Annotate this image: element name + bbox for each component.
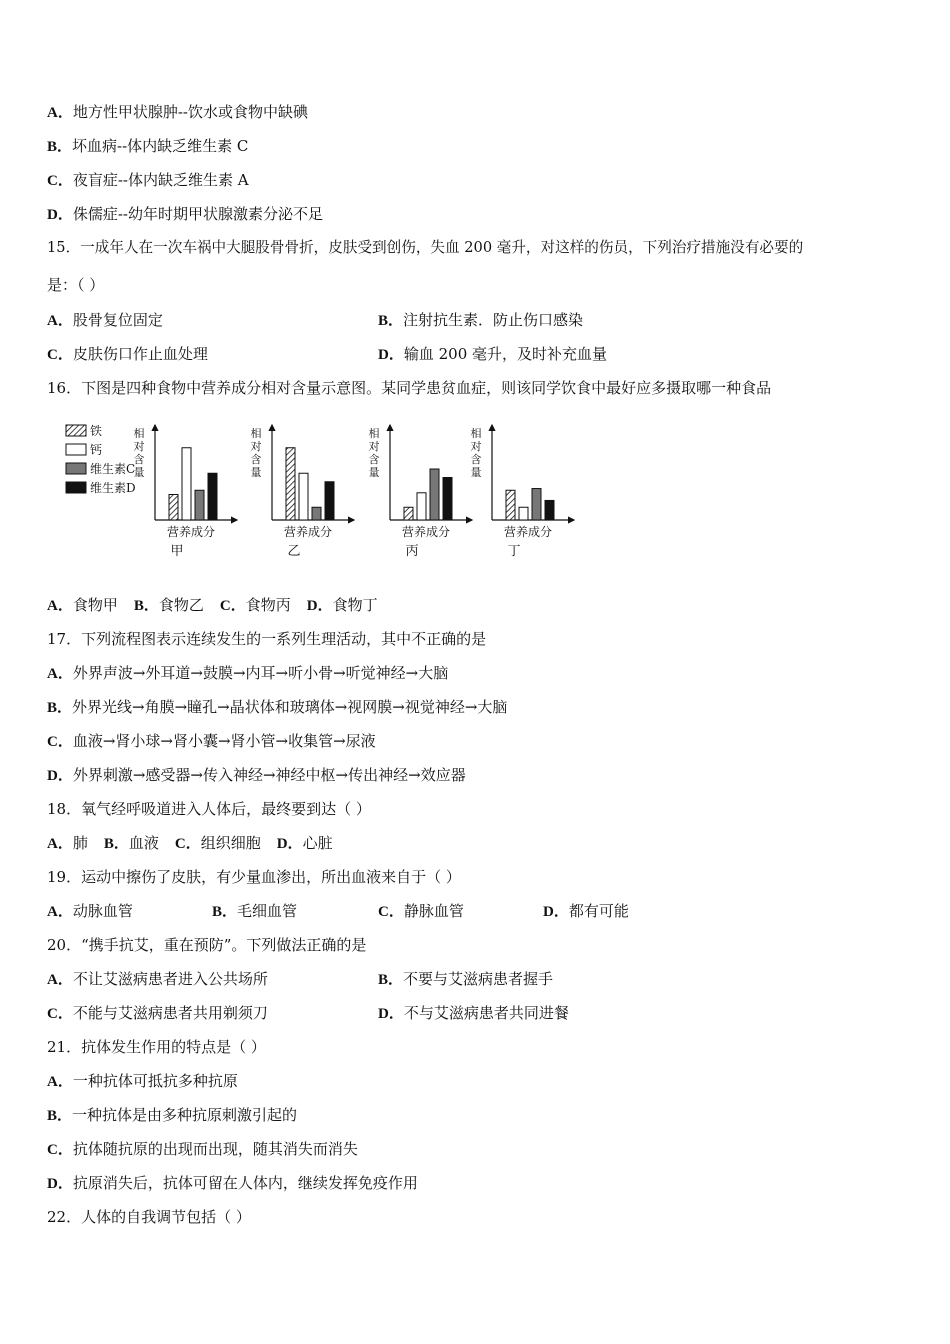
option-text: 不让艾滋病患者进入公共场所 <box>72 970 268 988</box>
bar-维生素D <box>325 482 334 520</box>
option-label: D． <box>543 904 569 920</box>
option-text: 不要与艾滋病患者握手 <box>403 970 554 988</box>
xlabel: 营养成分 <box>283 525 333 539</box>
option-label: D． <box>47 768 73 784</box>
q19-option-b <box>212 901 297 922</box>
option-label: C． <box>219 598 246 614</box>
option-label: A． <box>47 313 73 329</box>
q21-option-c <box>47 1139 358 1160</box>
option-label: B． <box>47 139 73 155</box>
q16-chart-svg <box>60 415 600 565</box>
q20-option-d <box>378 1003 569 1024</box>
option-text: 食物丙 <box>245 596 291 614</box>
q16-charts <box>60 415 600 565</box>
q15-option-a <box>47 311 163 329</box>
ylabel-char: 含 <box>470 453 482 466</box>
option-text: 食物乙 <box>158 596 204 614</box>
q15-option-c <box>47 344 208 365</box>
q19-option-a <box>47 901 133 922</box>
bar-铁 <box>506 490 515 520</box>
q16-options <box>47 595 394 616</box>
option-text: 心脏 <box>302 834 333 852</box>
xlabel: 营养成分 <box>166 525 216 539</box>
q14-option-c <box>47 170 249 191</box>
option-text: 抗原消失后，抗体可留在人体内，继续发挥免疫作用 <box>72 1174 418 1192</box>
option-text: 外界刺激→感受器→传入神经→神经中枢→传出神经→效应器 <box>72 766 466 784</box>
option-label: C． <box>47 173 73 189</box>
bar-铁 <box>286 448 295 520</box>
q21-option-b <box>47 1105 297 1126</box>
option-text: 不与艾滋病患者共同进餐 <box>403 1004 569 1022</box>
option-label: D． <box>47 207 73 223</box>
option-text: 血液 <box>128 834 159 852</box>
option-label: A． <box>47 666 73 682</box>
legend-swatch-1 <box>66 444 86 455</box>
q18-option-c <box>175 833 261 854</box>
legend-label-3: 维生素D <box>90 481 136 495</box>
bar-维生素C <box>312 507 321 520</box>
q21-option-d <box>47 1173 418 1194</box>
chart-title: 甲 <box>170 544 184 559</box>
ylabel-char: 量 <box>470 466 482 479</box>
option-label: B． <box>47 700 73 716</box>
option-text: 侏儒症--幼年时期甲状腺激素分泌不足 <box>72 205 323 223</box>
option-label: C． <box>47 734 73 750</box>
legend-label-1: 钙 <box>90 443 103 457</box>
ylabel-char: 对 <box>250 440 262 453</box>
chart-panel-2 <box>369 425 473 559</box>
bar-钙 <box>519 507 528 520</box>
q15-stem-line1: 15．一成年人在一次车祸中大腿股骨骨折，皮肤受到创伤，失血 200 毫升，对这样的伤员，下列治疗措施没有必要的 <box>47 239 804 256</box>
ylabel-char: 相 <box>470 427 482 440</box>
option-text: 皮肤伤口作止血处理 <box>72 345 208 363</box>
q17-option-c <box>47 731 376 752</box>
q20-stem: 20．“携手抗艾，重在预防”。下列做法正确的是 <box>47 936 367 954</box>
legend-swatch-2 <box>66 463 86 474</box>
q17-option-a <box>47 663 448 684</box>
option-text: 组织细胞 <box>200 834 261 852</box>
option-label: C． <box>378 904 404 920</box>
option-label: C． <box>174 836 201 852</box>
ylabel-char: 量 <box>368 466 380 479</box>
ylabel-char: 对 <box>133 440 145 453</box>
ylabel-char: 含 <box>133 453 145 466</box>
chart-panel-3 <box>471 425 575 559</box>
legend-label-2: 维生素C <box>90 462 136 476</box>
ylabel-char: 相 <box>133 427 145 440</box>
option-label: D． <box>276 836 303 852</box>
chart-panel-1 <box>251 425 355 559</box>
ylabel-char: 量 <box>250 466 262 479</box>
option-text: 食物丁 <box>332 596 378 614</box>
option-text: 股骨复位固定 <box>72 311 163 329</box>
q16-stem: 16．下图是四种食物中营养成分相对含量示意图。某同学患贫血症，则该同学饮食中最好应多摄取哪一种食品 <box>47 379 772 397</box>
chart-legend <box>66 423 136 495</box>
q18-option-b <box>104 833 159 854</box>
chart-panels <box>134 425 575 559</box>
option-text: 不能与艾滋病患者共用剃须刀 <box>72 1004 268 1022</box>
ylabel-char: 含 <box>250 453 262 466</box>
option-text: 注射抗生素．防止伤口感染 <box>403 311 584 329</box>
bar-钙 <box>299 473 308 520</box>
q18-option-d <box>277 833 333 854</box>
option-text: 都有可能 <box>568 902 629 920</box>
q20-option-c <box>47 1003 268 1024</box>
bar-维生素D <box>443 478 452 521</box>
option-text: 动脉血管 <box>72 902 133 920</box>
q22-stem: 22．人体的自我调节包括（ ） <box>47 1208 251 1226</box>
ylabel-char: 相 <box>368 427 380 440</box>
q18-options <box>47 833 349 854</box>
option-text: 食物甲 <box>72 596 118 614</box>
option-text: 毛细血管 <box>237 902 298 920</box>
ylabel-char: 量 <box>133 466 145 479</box>
chart-title: 乙 <box>287 544 301 559</box>
option-text: 输血 200 毫升，及时补充血量 <box>403 345 608 363</box>
bar-钙 <box>182 448 191 520</box>
option-text: 坏血病--体内缺乏维生素 C <box>72 137 249 155</box>
bar-维生素D <box>545 500 554 520</box>
option-label: C． <box>47 1142 73 1158</box>
option-text: 外界光线→角膜→瞳孔→晶状体和玻璃体→视网膜→视觉神经→大脑 <box>72 698 508 716</box>
q16-option-a <box>47 595 118 616</box>
option-text: 夜盲症--体内缺乏维生素 A <box>72 171 249 189</box>
q18-option-a <box>47 833 88 854</box>
bar-铁 <box>404 507 413 520</box>
q17-stem: 17．下列流程图表示连续发生的一系列生理活动，其中不正确的是 <box>47 630 487 648</box>
q20-option-a <box>47 969 268 990</box>
option-label: A． <box>47 105 73 121</box>
chart-title: 丙 <box>405 544 419 559</box>
option-label: A． <box>47 904 73 920</box>
option-label: A． <box>47 1074 73 1090</box>
option-label: B． <box>133 598 159 614</box>
bar-维生素C <box>532 489 541 520</box>
q15-option-b <box>378 310 583 331</box>
q16-option-d <box>307 595 378 616</box>
option-label: C． <box>47 347 73 363</box>
q14-option-a <box>47 102 308 123</box>
q21-stem: 21．抗体发生作用的特点是（ ） <box>47 1038 266 1056</box>
xlabel: 营养成分 <box>503 525 553 539</box>
option-label: D． <box>306 598 333 614</box>
option-label: C． <box>47 1006 73 1022</box>
q15-option-d <box>378 344 607 365</box>
q20-option-b <box>378 969 553 990</box>
option-text: 抗体随抗原的出现而出现，随其消失而消失 <box>72 1140 358 1158</box>
option-label: A． <box>47 972 73 988</box>
option-label: D． <box>378 1006 404 1022</box>
bar-维生素C <box>430 469 439 520</box>
q16-option-b <box>134 595 204 616</box>
bar-铁 <box>169 495 178 521</box>
option-label: B． <box>103 836 129 852</box>
option-text: 一种抗体是由多种抗原刺激引起的 <box>72 1106 298 1124</box>
option-text: 外界声波→外耳道→鼓膜→内耳→听小骨→听觉神经→大脑 <box>72 664 449 682</box>
xlabel: 营养成分 <box>401 525 451 539</box>
q17-option-b <box>47 697 507 718</box>
q16-option-c <box>220 595 291 616</box>
legend-swatch-3 <box>66 482 86 493</box>
q17-option-d <box>47 765 466 786</box>
legend-swatch-0 <box>66 425 86 436</box>
option-label: A． <box>47 836 73 852</box>
chart-title: 丁 <box>507 544 521 559</box>
option-text: 肺 <box>72 834 88 852</box>
q15-options-row1 <box>47 310 163 331</box>
bar-维生素D <box>208 473 217 520</box>
option-label: B． <box>47 1108 73 1124</box>
q14-option-d <box>47 204 323 225</box>
option-label: D． <box>378 347 404 363</box>
q18-stem: 18．氧气经呼吸道进入人体后，最终要到达（ ） <box>47 800 371 818</box>
ylabel-char: 对 <box>368 440 380 453</box>
ylabel-char: 含 <box>368 453 380 466</box>
legend-label-0: 铁 <box>90 424 103 438</box>
bar-维生素C <box>195 490 204 520</box>
option-label: B． <box>378 972 404 988</box>
option-label: B． <box>212 904 238 920</box>
q15-stem-line2: 是：（ ） <box>47 276 105 294</box>
q19-option-c <box>378 901 464 922</box>
ylabel-char: 对 <box>470 440 482 453</box>
q14-option-b <box>47 136 248 157</box>
ylabel-char: 相 <box>250 427 262 440</box>
option-text: 血液→肾小球→肾小囊→肾小管→收集管→尿液 <box>72 732 376 750</box>
option-label: B． <box>378 313 404 329</box>
q21-option-a <box>47 1071 238 1092</box>
option-text: 静脉血管 <box>403 902 464 920</box>
q19-stem: 19．运动中擦伤了皮肤，有少量血渗出，所出血液来自于（ ） <box>47 868 461 886</box>
option-label: A． <box>47 598 73 614</box>
chart-panel-0 <box>134 425 238 559</box>
option-text: 地方性甲状腺肿--饮水或食物中缺碘 <box>72 103 308 121</box>
option-label: D． <box>47 1176 73 1192</box>
option-text: 一种抗体可抵抗多种抗原 <box>72 1072 238 1090</box>
bar-钙 <box>417 493 426 520</box>
q19-option-d <box>543 901 629 922</box>
